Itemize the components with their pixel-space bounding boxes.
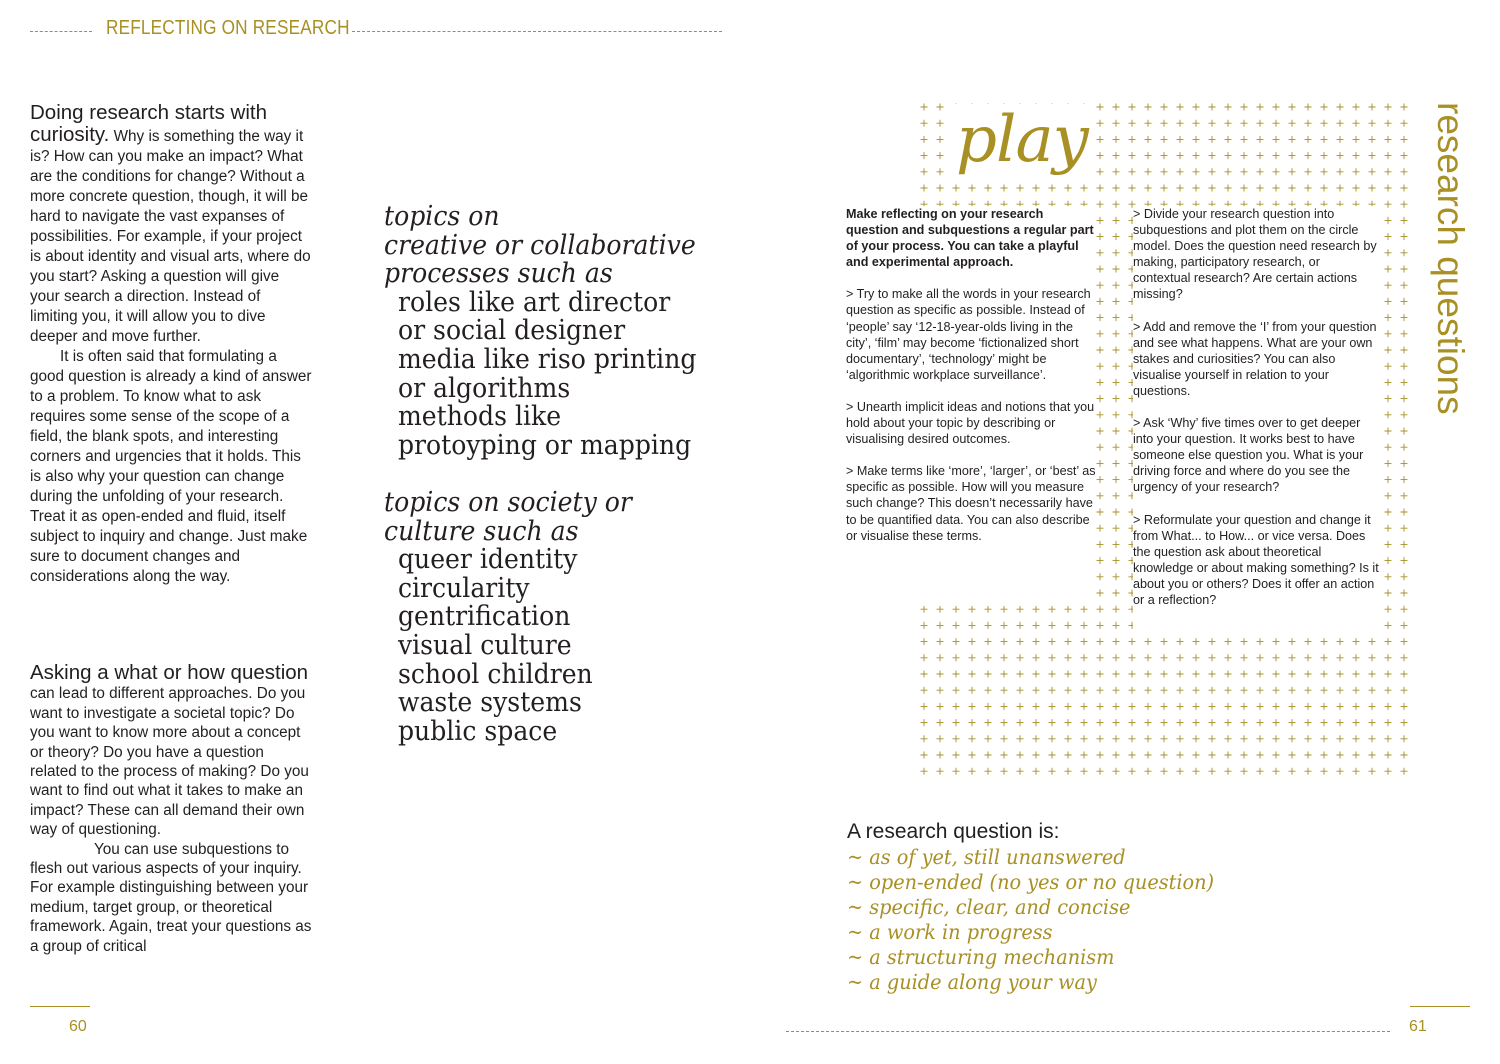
topic-item: or algorithms — [397, 372, 571, 404]
vertical-title-text: research questions — [1430, 102, 1471, 415]
paragraph-body: can lead to different approaches. Do you want to investigate a societal topic? Do you want to know more about a concept or theory? Do you have a question related to the process of making? Do you want to find out what it takes to make an impact? These can all demand their own way of questioning. — [30, 685, 309, 839]
footer-rule-right-short — [1410, 1006, 1470, 1007]
page-number-left: 60 — [69, 1018, 87, 1035]
tips-column-left — [846, 206, 1096, 606]
topic-item: protoyping or mapping — [397, 429, 692, 461]
tip-item: > Unearth implicit ideas and notions that you hold about your topic by describing or visualising desired outcomes. — [846, 399, 1095, 447]
tip-item: > Reformulate your question and change it from What... to How... or vice versa. Does the question ask about theoretical knowledge or about making something? Is it about you or others? Does it offer an action or a reflection? — [1133, 512, 1379, 607]
tip-item: > Divide your research question into subquestions and plot them on the circle model. Does the question need research by making, participatory research, or contextual research? Are certain actions missing? — [1133, 207, 1377, 302]
topics-heading-line: creative or collaborative — [384, 229, 696, 261]
research-question-list — [847, 845, 1214, 995]
topic-item: roles like art director — [397, 286, 671, 318]
topics-heading-line: topics on — [384, 201, 500, 232]
section-title: REFLECTING ON RESEARCH — [106, 17, 350, 39]
paragraph-body: Why is something the way it is? How can you make an impact? What are the conditions for change? Without a more concrete question, though, it will be hard to navigate the vast expanses of possibilities. For example, if your project is about identity and visual arts, where do you start? Asking a question will give your search a direction. Instead of limiting you, it will allow you to dive deeper and move further. — [30, 128, 311, 345]
research-question-trait: ~ as of yet, still unanswered — [847, 845, 1126, 869]
topic-item: waste systems — [397, 687, 582, 719]
topic-item: visual culture — [397, 629, 572, 661]
topic-item: queer identity — [397, 544, 578, 576]
research-question-heading: A research question is: — [847, 820, 1060, 843]
research-question-trait: ~ a guide along your way — [847, 970, 1097, 994]
vertical-page-title — [1430, 102, 1471, 448]
topic-item: school children — [397, 658, 593, 690]
footer-rule-right — [786, 1031, 1390, 1032]
topic-item: public space — [397, 715, 558, 747]
tip-item: > Ask ‘Why’ five times over to get deeper into your question. It works best to have someone else question you. What is your driving force and where do you see the urgency of your research? — [1133, 416, 1364, 495]
topics-heading-line: processes such as — [384, 258, 613, 290]
research-question-trait: ~ specific, clear, and concise — [847, 895, 1131, 919]
topic-item: methods like — [397, 401, 562, 433]
tip-item: > Try to make all the words in your research question as specific as possible. Instead of ‘people’ say ‘12-18-year-olds living in the city’, ‘film’ may become ‘fictionalized short documentary’, ‘technology’ might be ‘algorithmic workplace surveillance’. — [846, 287, 1091, 382]
intro-text: Make reflecting on your research question and subquestions a regular part of your process. You can take a playful and experimental approach. — [846, 207, 1094, 270]
topic-item: gentrification — [397, 601, 571, 633]
paragraph-formulating: It is often said that formulating a good question is already a kind of answer to a problem. To know what to ask requires some sense of the scope of a field, the blank spots, and interesting corners and urgencies that it holds. This is also why your question can change during the unfolding of your research. Treat it as open-ended and fluid, itself subject to inquiry and change. Just make sure to document changes and considerations along the way. — [30, 348, 312, 585]
page-number-right: 61 — [1409, 1018, 1427, 1035]
research-question-trait: ~ a work in progress — [847, 920, 1053, 944]
paragraph-subquestions: You can use subquestions to flesh out various aspects of your inquiry. For example distinguishing between your medium, target group, or theoretical framework. Again, treat your questions as a group of critical — [30, 840, 312, 955]
tips-column-right — [1133, 206, 1380, 636]
tip-item: > Add and remove the ‘I’ from your question and see what happens. What are your own stakes and curiosities? You can also visualise yourself in relation to your questions. — [1133, 319, 1377, 398]
topic-item: or social designer — [397, 315, 626, 347]
play-title: play — [952, 104, 1092, 176]
footer-rule-left — [30, 1006, 90, 1007]
topic-item: circularity — [397, 572, 530, 604]
topic-item: media like riso printing — [397, 343, 697, 375]
research-question-trait: ~ open-ended (no yes or no question) — [847, 870, 1215, 894]
paragraph-lead: Doing research starts with curiosity. — [30, 101, 267, 146]
topics-heading-line: culture such as — [384, 515, 579, 547]
paragraph-lead: Asking a what or how question — [30, 661, 309, 684]
topics-heading-line: topics on society or — [384, 487, 632, 518]
tip-item: > Make terms like ‘more’, ‘larger’, or ‘best’ as specific as possible. How will you measure such change? This doesn’t necessarily have to be quantified data. You can also describe or visualise these terms. — [846, 464, 1096, 543]
research-question-trait: ~ a structuring mechanism — [847, 945, 1115, 969]
